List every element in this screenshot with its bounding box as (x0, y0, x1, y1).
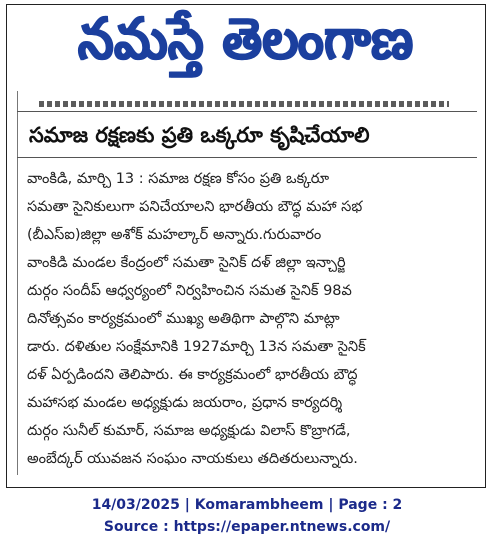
article-line: (బీఎస్ఐ)జిల్లా అశోక్ మహల్కార్ అన్నారు.గురువారం (27, 227, 322, 243)
headline-rule-top (17, 111, 477, 112)
article-line: సమతా సైనికులుగా పనిచేయాలని భారతీయ బౌద్ధ మహా సభ (27, 199, 363, 215)
headline-rule-bottom (17, 157, 477, 158)
article-line: మహాసభ మండల అధ్యక్షుడు జయరాం, ప్రధాన కార్యదర్శి (27, 395, 343, 411)
clipping-footer (0, 494, 494, 538)
article-line: వాంకిడి, మార్చి 13 : సమాజ రక్షణ కోసం ప్రతి ఒక్కరూ (27, 171, 330, 187)
article-line: అంబేద్కర్ యువజన సంఘం నాయకులు తదితరులున్నారు. (27, 451, 358, 467)
article-line: దళ్ ఏర్పడిందని తెలిపారు. ఈ కార్యక్రమంలో భారతీయ బౌద్ధ (27, 367, 358, 383)
article-line: దినోత్సవం కార్యక్రమంలో ముఖ్య అతిథిగా పాల్గొని మాట్లా (27, 311, 340, 327)
article-line: డారు. దళితుల సంక్షేమానికి 1927మార్చి 13న సమతా సైనిక్ (27, 339, 366, 355)
source-line: Source : https://epaper.ntnews.com/ (103, 519, 391, 535)
cut-off-text-row (39, 101, 449, 107)
newspaper-clipping (6, 4, 486, 488)
article-line: దుర్గం సందీప్ ఆధ్వర్యంలో నిర్వహించిన సమత సైనిక్ 98వ (27, 283, 352, 299)
masthead (7, 5, 485, 87)
column-divider (17, 91, 18, 475)
article-line: వాంకిడి మండల కేంద్రంలో సమతా సైనిక్ దళ్ జిల్లా ఇన్చార్జి (27, 255, 346, 271)
article-headline: సమాజ రక్షణకు ప్రతి ఒక్కరూ కృషిచేయాలి (29, 123, 370, 147)
article-body (27, 165, 477, 473)
masthead-logo: నమస్తే తెలంగాణ (78, 5, 414, 72)
article-line: దుర్గం సునీల్ కుమార్, సమాజ అధ్యక్షుడు విలాస్ కొబ్రాగడే, (27, 423, 351, 439)
date-edition-page: 14/03/2025 | Komarambheem | Page : 2 (91, 497, 403, 513)
